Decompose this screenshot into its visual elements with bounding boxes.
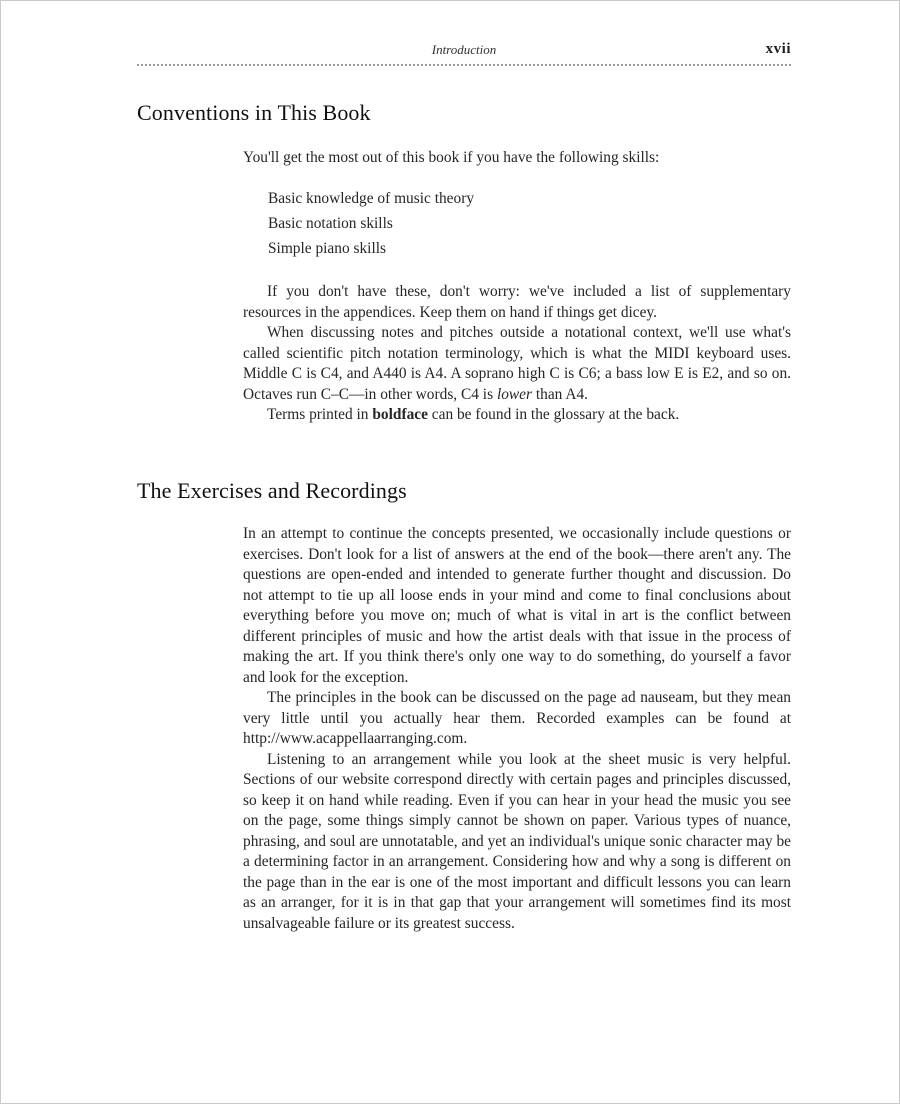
paragraph: In an attempt to continue the concepts presented, we occasionally include questions or exercises. Don't look for a list of answers at the end of the book—there aren't any. The questions are open-ended and intended to generate further thought and discussion. Do not attempt to tie up all loose ends in your mind and come to final conclusions about everything before you move on; much of what is vital in art is the conflict between different principles of music and how the artist deals with that issue in the process of making the art. If you think there's only one way to do something, do yourself a favor and look for the exception.	[243, 525, 791, 686]
paragraph-text: When discussing notes and pitches outside a notational context, we'll use what's called scientific pitch notation terminology, which is what the MIDI keyboard uses. Middle C is C4, and A440 is A4. A soprano high C is C6; a bass low E is E2, and so on. Octaves run C–C—in other words, C4 is	[243, 324, 791, 403]
paragraph	[243, 405, 791, 426]
paragraph: If you don't have these, don't worry: we've included a list of supplementary resources in the appendices. Keep them on hand if things get dicey.	[243, 283, 791, 321]
running-title: Introduction	[431, 42, 497, 57]
running-head	[137, 38, 791, 66]
list-item: Basic notation skills	[268, 215, 393, 232]
paragraph	[243, 323, 791, 405]
page-number: xvii	[765, 41, 791, 57]
paragraph: The principles in the book can be discussed on the page ad nauseam, but they mean very little until you actually hear them. Recorded examples can be found at http://www.acappellaarranging.com.	[243, 689, 791, 747]
exercises-body	[243, 524, 791, 934]
section-heading-exercises: The Exercises and Recordings	[137, 478, 407, 503]
skills-intro: You'll get the most out of this book if you have the following skills:	[243, 149, 660, 166]
italic-term: lower	[496, 385, 532, 403]
paragraph-text: can be found in the glossary at the back.	[427, 406, 680, 423]
list-item: Simple piano skills	[268, 240, 386, 257]
list-item: Basic knowledge of music theory	[268, 190, 475, 207]
section-heading-conventions: Conventions in This Book	[137, 100, 371, 125]
paragraph-text: Terms printed in	[267, 406, 373, 423]
paragraph-text: than A4.	[532, 385, 589, 403]
bold-term: boldface	[372, 406, 428, 423]
paragraph: Listening to an arrangement while you look at the sheet music is very helpful. Sections of our website correspond directly with certain pages and principles discussed, so keep it on hand while reading. Even if you can hear in your head the music you see on the page, some things simply cannot be shown on paper. Various types of nuance, phrasing, and soul are unnotatable, and yet an individual's unique sonic character may be a determining factor in an arrangement. Considering how and why a song is different on the page than in the ear is one of the most important and difficult lessons you can learn as an arranger, for it is in that gap that your arrangement will sometimes find its most unsalvageable failure or its greatest success.	[243, 750, 791, 932]
conventions-body	[243, 282, 791, 426]
skills-list	[268, 189, 474, 264]
